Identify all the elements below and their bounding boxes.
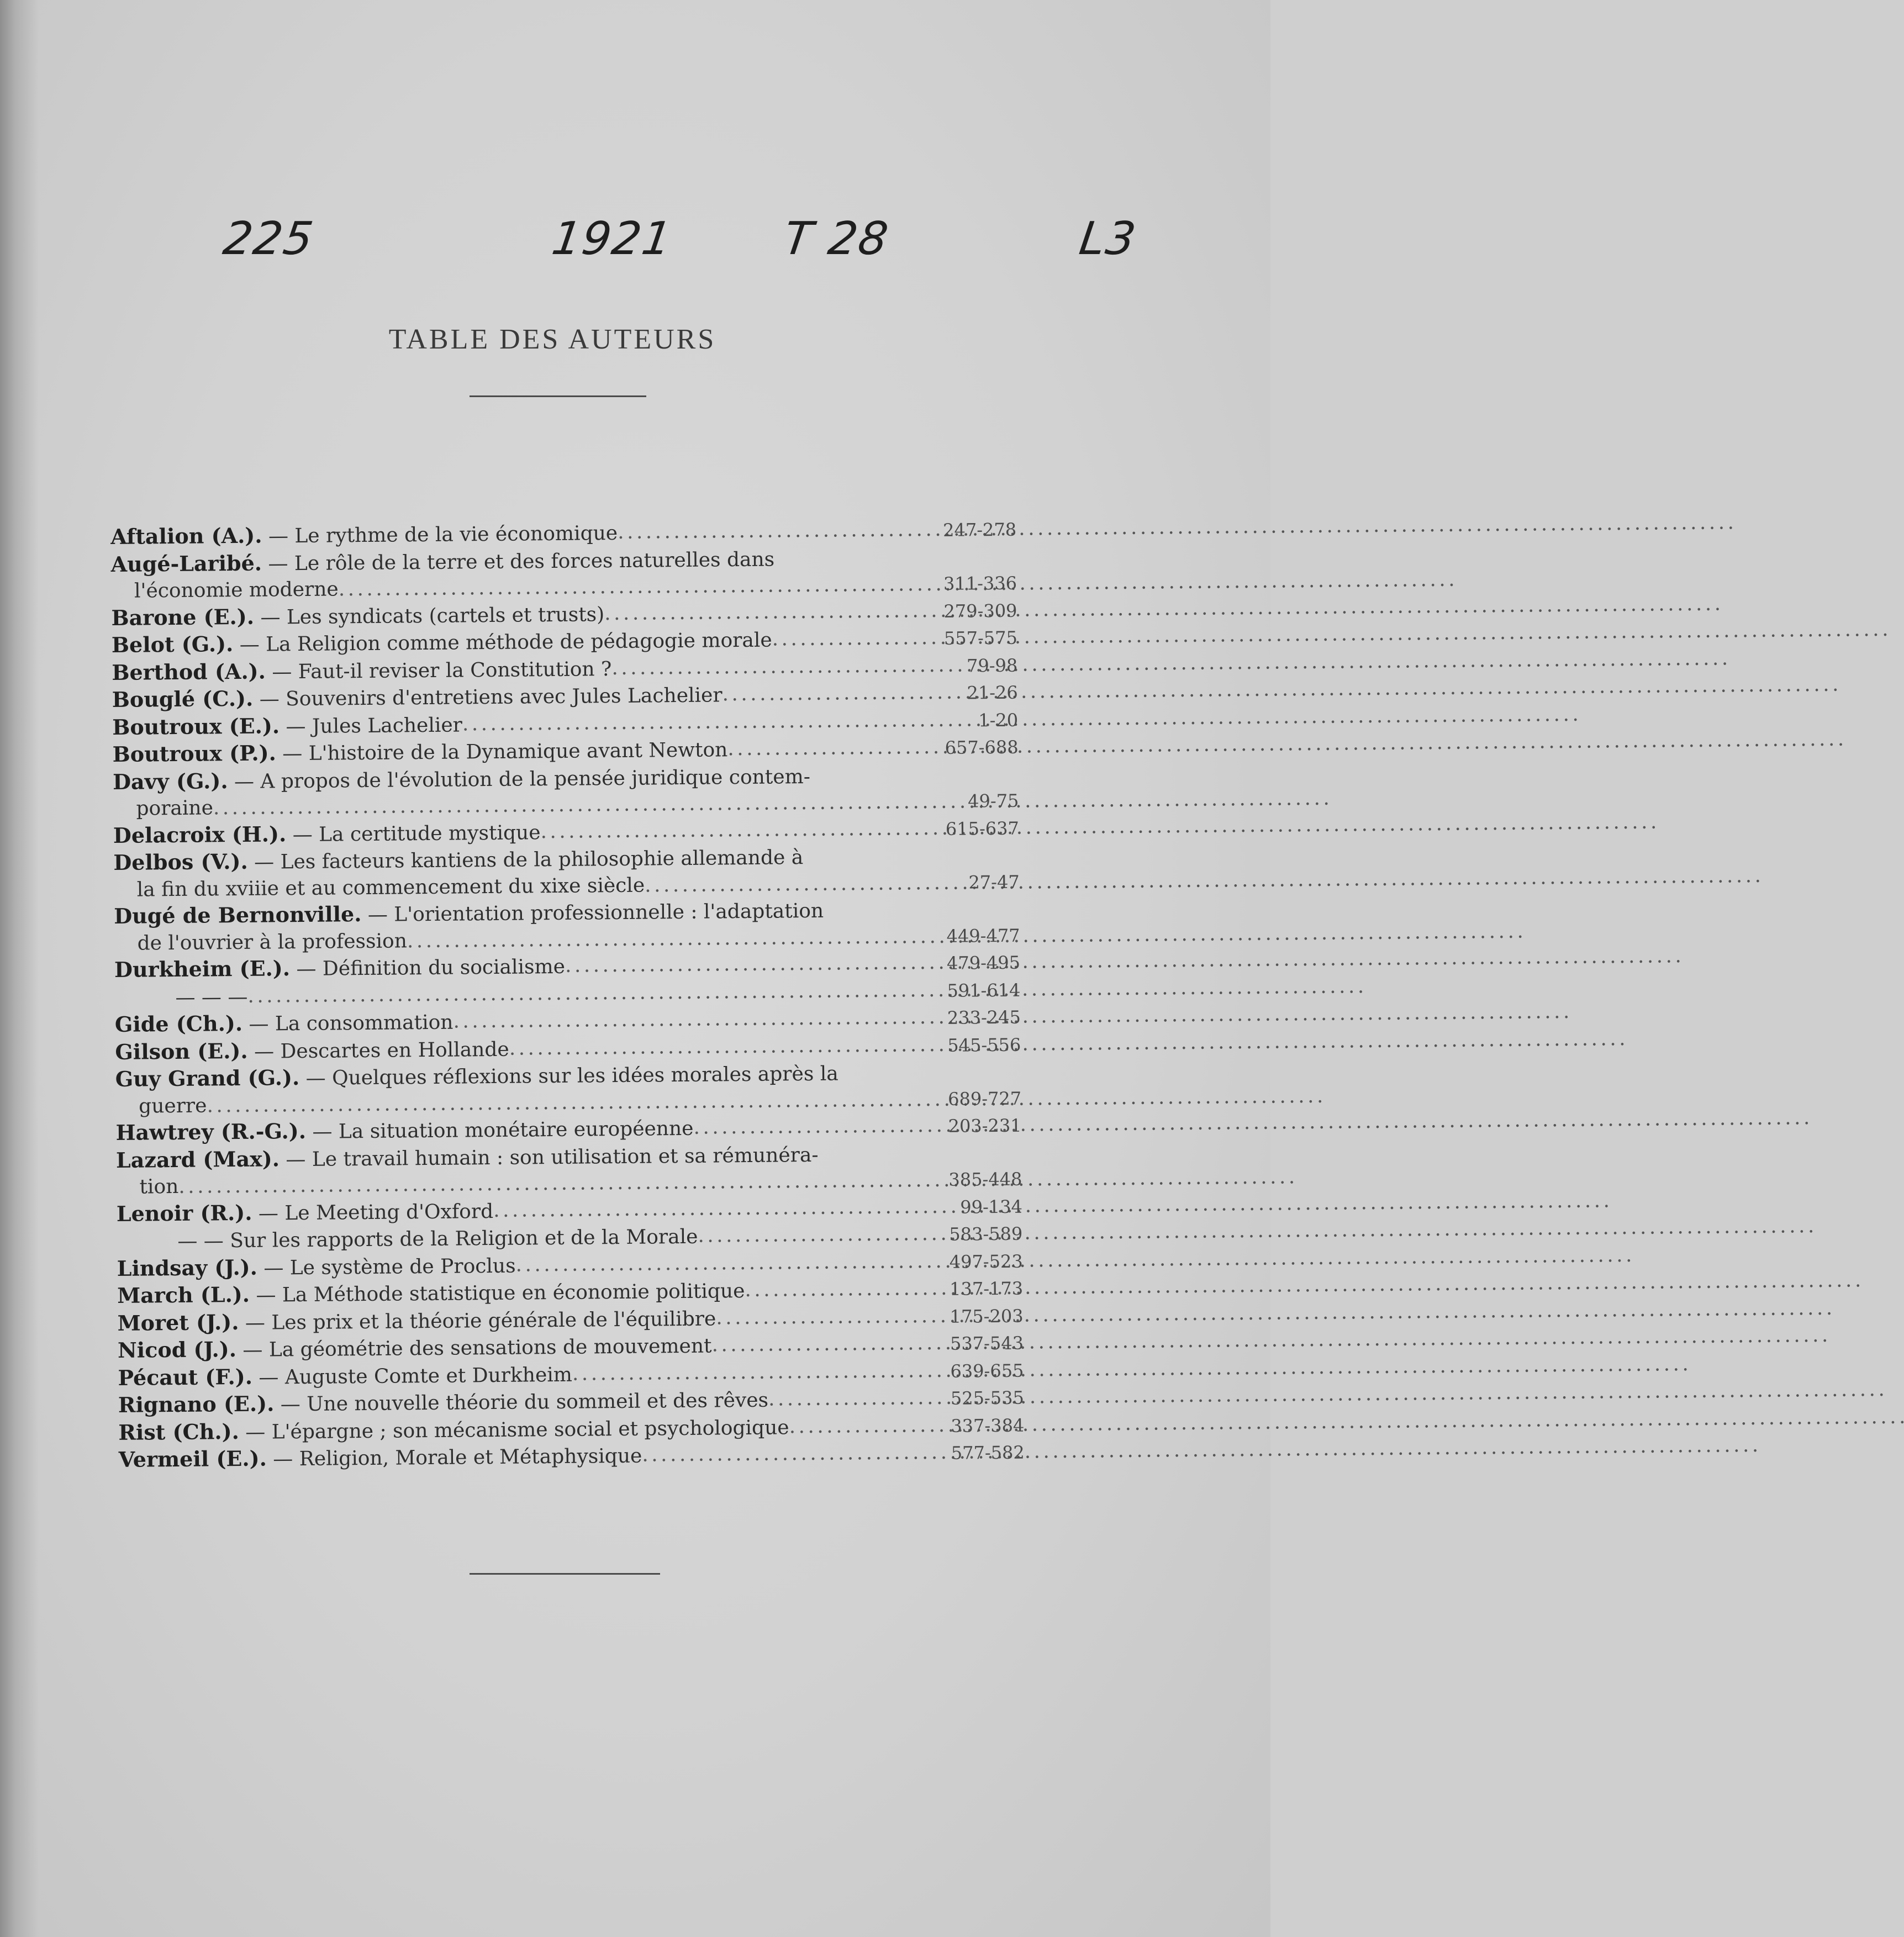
entry-pages: 591-614 [947,979,1021,1001]
entry-title: — La certitude mystique [286,821,541,846]
entry-title: — Le Meeting d'Oxford [252,1200,494,1225]
entry-pages: 99-134 [960,1196,1023,1218]
entry-author: Aftalion (A.). [110,522,262,549]
entry-pages: 615-637 [945,817,1020,840]
entry-author: Gide (Ch.). [114,1010,243,1037]
entry-pages: 385-448 [948,1168,1022,1190]
entry-title: — Religion, Morale et Métaphysique [266,1444,642,1471]
entry-author: Rist (Ch.). [118,1418,240,1445]
entry-title: — Le travail humain : son utilisation et sa rémunéra- [279,1143,819,1171]
entry-pages: 583-589 [949,1223,1023,1245]
entry-author: Moret (J.). [117,1309,239,1336]
table-of-authors [110,516,1025,1474]
entry-title: — La Méthode statistique en économie politique [249,1280,745,1307]
entry-pages: 479-495 [946,952,1021,974]
entry-author: Nicod (J.). [117,1337,237,1363]
entry-title: — Auguste Comte et Durkheim [252,1363,573,1389]
entry-title: — La consommation [242,1011,453,1036]
entry-title: — Définition du socialisme [289,955,566,981]
entry-title: — L'histoire de la Dynamique avant Newton [276,738,728,766]
entry-author: Bouglé (C.). [112,685,254,712]
entry-author: Pécaut (F.). [118,1364,253,1390]
entry-pages: 449-477 [946,925,1020,947]
entry-pages: 247-278 [943,519,1017,541]
entry-author: Delbos (V.). [113,848,248,875]
entry-title: — L'orientation professionnelle : l'adaptation [361,899,824,927]
entry-title: — Descartes en Hollande [247,1038,509,1063]
entry-author: Delacroix (H.). [113,821,287,848]
entry-author: Augé-Laribé. [110,550,262,577]
entry-pages: 175-203 [950,1305,1024,1327]
entry-author: Dugé de Bernonville. [114,901,362,928]
entry-title: — La Religion comme méthode de pédagogie morale [233,629,772,657]
spine-shadow [0,0,39,1937]
entry-author: Boutroux (P.). [112,740,277,767]
entry-author: Hawtrey (R.-G.). [115,1118,307,1145]
entry-author: Guy Grand (G.). [115,1065,300,1091]
entry-title: — Souvenirs d'entretiens avec Jules Lachelier [253,684,722,711]
entry-pages: 311-336 [943,572,1017,594]
entry-title: — La situation monétaire européenne [305,1117,694,1143]
entry-title-continuation: l'économie moderne [134,578,339,603]
entry-author: Boutroux (E.). [112,712,280,740]
entry-author: Davy (G.). [112,768,228,794]
entry-title: — A propos de l'évolution de la pensée juridique contem- [228,765,811,793]
entry-author: Lindsay (J.). [117,1254,258,1281]
entry-pages: 27-47 [968,871,1020,893]
page-title: TABLE DES AUTEURS [388,324,716,355]
entry-title: — Une nouvelle théorie du sommeil et des rêves [274,1389,769,1416]
handwritten-annotation-2: 1921 [548,213,676,265]
entry-title: — Les facteurs kantiens de la philosophie allemande à [247,846,804,874]
entry-title-continuation: guerre [139,1094,207,1118]
entry-title: — Le système de Proclus [257,1254,516,1280]
entry-author: March (L.). [117,1281,250,1308]
entry-author: Vermeil (E.). [118,1445,267,1472]
handwritten-annotation-3: T 28 [780,213,893,265]
entry-title: — — — [175,985,248,1009]
title-rule [470,395,646,397]
bottom-rule [470,1573,660,1575]
entry-pages: 79-98 [966,655,1018,676]
entry-pages: 657-688 [945,736,1019,758]
entry-author: Berthod (A.). [112,658,266,685]
entry-title: — Faut-il reviser la Constitution ? [265,657,612,684]
entry-author: Gilson (E.). [115,1038,248,1064]
entry-title: — Jules Lachelier [279,713,463,738]
handwritten-annotation-4: L3 [1076,213,1140,265]
entry-title: — Les syndicats (cartels et trusts) [254,603,605,629]
entry-title: — Le rôle de la terre et des forces naturelles dans [261,548,775,576]
entry-pages: 639-655 [950,1360,1024,1382]
entry-title: — Les prix et la théorie générale de l'équilibre [239,1307,716,1334]
entry-title-continuation: de l'ouvrier à la profession [137,929,408,955]
entry-pages: 233-245 [947,1006,1021,1028]
entry-title: — La géométrie des sensations de mouvement [236,1334,712,1362]
entry-title: — L'épargne ; son mécanisme social et psychologique [239,1416,789,1444]
entry-pages: 137-173 [950,1278,1024,1300]
entry-author: Barone (E.). [111,604,255,630]
entry-author: Lenoir (R.). [116,1200,252,1226]
entry-pages: 537-543 [950,1332,1024,1354]
entry-title-continuation: poraine [136,796,214,820]
entry-pages: 1-20 [978,709,1019,731]
entry-title: — Le rythme de la vie économique [262,521,618,548]
entry-title-continuation: la fin du xviiie et au commencement du xixe siècle [136,874,645,901]
entry-author: Durkheim (E.). [114,956,291,982]
entry-title-continuation: tion [139,1175,179,1199]
entry-pages: 577-582 [951,1442,1025,1464]
entry-author: Belot (G.). [111,631,234,657]
entry-pages: 497-523 [949,1250,1023,1273]
entry-title: — — Sur les rapports de la Religion et de la Morale [177,1225,698,1253]
entry-pages: 21-26 [967,682,1018,704]
entry-pages: 279-309 [943,600,1017,622]
entry-pages: 545-556 [947,1034,1021,1056]
entry-author: Lazard (Max). [115,1146,280,1173]
entry-pages: 203-231 [948,1115,1022,1137]
handwritten-annotation-1: 225 [220,213,318,265]
entry-author: Rignano (E.). [118,1391,275,1417]
entry-title: — Quelques réflexions sur les idées morales après la [299,1062,838,1090]
entry-pages: 689-727 [948,1088,1022,1110]
entry-pages: 49-75 [968,790,1019,812]
entry-pages: 557-575 [943,627,1018,649]
entry-pages: 337-384 [951,1415,1025,1437]
entry-pages: 525-535 [950,1387,1025,1409]
